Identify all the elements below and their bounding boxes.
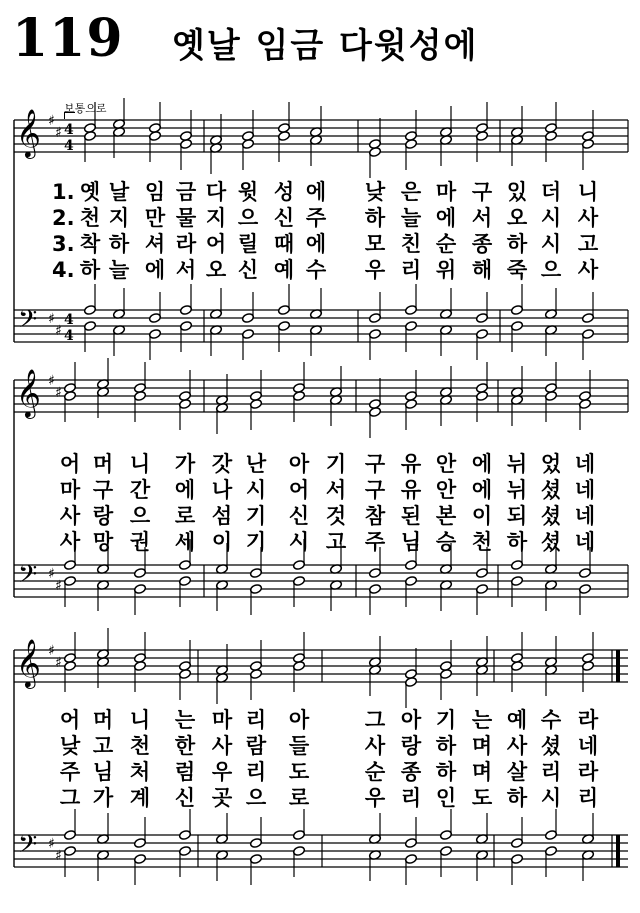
- lyric-syllable: 리: [540, 760, 562, 784]
- lyric-syllable: 신: [288, 504, 310, 528]
- lyric-syllable: 신: [237, 258, 259, 282]
- bass-clef-icon: 𝄢: [18, 305, 38, 340]
- lyric-line: [0, 232, 640, 256]
- lyric-syllable: 하: [506, 530, 528, 554]
- lyric-line: [0, 708, 640, 732]
- lyric-syllable: 시: [288, 530, 310, 554]
- lyric-syllable: 은: [400, 180, 422, 204]
- lyric-syllable: 하: [506, 786, 528, 810]
- lyric-syllable: 리: [400, 786, 422, 810]
- lyric-syllable: 천: [471, 530, 493, 554]
- lyric-syllable: 유: [400, 452, 422, 476]
- lyric-syllable: 가: [92, 786, 114, 810]
- lyric-syllable: 우: [211, 760, 233, 784]
- lyric-syllable: 으: [129, 504, 151, 528]
- lyric-syllable: 수: [540, 708, 562, 732]
- lyric-syllable: 안: [435, 478, 457, 502]
- lyric-syllable: 서: [325, 478, 347, 502]
- verse-number: 3.: [52, 232, 75, 256]
- time-signature-top: 4: [64, 122, 74, 138]
- lyric-syllable: 었: [540, 452, 562, 476]
- lyric-syllable: 하: [79, 258, 101, 282]
- lyric-syllable: 라: [577, 708, 599, 732]
- sharp-icon: ♯: [55, 578, 62, 594]
- lyric-syllable: 뉘: [506, 452, 528, 476]
- lyric-syllable: 시: [540, 786, 562, 810]
- lyric-syllable: 사: [364, 734, 386, 758]
- lyric-syllable: 들: [288, 734, 310, 758]
- lyric-syllable: 하: [108, 232, 130, 256]
- lyric-syllable: 에: [305, 232, 327, 256]
- lyric-syllable: 사: [577, 206, 599, 230]
- lyric-syllable: 난: [245, 452, 267, 476]
- lyric-syllable: 하: [506, 232, 528, 256]
- lyric-line: [0, 786, 640, 810]
- lyric-syllable: 에: [471, 478, 493, 502]
- sharp-icon: ♯: [48, 113, 55, 129]
- lyric-syllable: 아: [288, 708, 310, 732]
- lyric-syllable: 구: [364, 452, 386, 476]
- lyric-syllable: 지: [205, 206, 227, 230]
- lyric-line: [0, 734, 640, 758]
- lyric-syllable: 하: [364, 206, 386, 230]
- lyric-syllable: 하: [435, 760, 457, 784]
- treble-clef-icon: 𝄞: [16, 108, 41, 157]
- lyric-syllable: 구: [92, 478, 114, 502]
- lyric-syllable: 라: [577, 760, 599, 784]
- lyric-syllable: 이: [471, 504, 493, 528]
- lyric-syllable: 사: [59, 530, 81, 554]
- treble-clef-icon: 𝄞: [16, 368, 41, 417]
- lyric-syllable: 임: [144, 180, 166, 204]
- lyric-syllable: 고: [325, 530, 347, 554]
- lyric-syllable: 윗: [237, 180, 259, 204]
- hymn-title: 옛날 임금 다윗성에: [172, 26, 479, 66]
- lyric-syllable: 릴: [237, 232, 259, 256]
- treble-clef-icon: 𝄞: [16, 638, 41, 687]
- lyric-syllable: 머: [92, 452, 114, 476]
- sharp-icon: ♯: [55, 385, 62, 401]
- lyric-syllable: 셨: [540, 734, 562, 758]
- lyric-syllable: 네: [577, 734, 599, 758]
- lyric-syllable: 착: [79, 232, 101, 256]
- time-signature-bottom: 4: [64, 138, 74, 154]
- lyric-syllable: 안: [435, 452, 457, 476]
- lyric-syllable: 예: [273, 258, 295, 282]
- lyric-syllable: 기: [435, 708, 457, 732]
- lyric-syllable: 사: [506, 734, 528, 758]
- lyric-syllable: 있: [506, 180, 528, 204]
- lyric-line: [0, 180, 640, 204]
- lyric-line: [0, 478, 640, 502]
- lyric-syllable: 오: [506, 206, 528, 230]
- lyric-syllable: 친: [400, 232, 422, 256]
- lyric-syllable: 라: [175, 232, 197, 256]
- lyric-syllable: 에: [305, 180, 327, 204]
- lyric-syllable: 로: [174, 504, 196, 528]
- lyric-syllable: 유: [400, 478, 422, 502]
- lyric-syllable: 갓: [211, 452, 233, 476]
- lyric-syllable: 서: [471, 206, 493, 230]
- lyric-syllable: 구: [471, 180, 493, 204]
- lyric-syllable: 네: [574, 530, 596, 554]
- lyric-syllable: 주: [364, 530, 386, 554]
- lyric-syllable: 본: [435, 504, 457, 528]
- lyric-syllable: 에: [144, 258, 166, 282]
- lyric-syllable: 그: [59, 786, 81, 810]
- lyric-syllable: 된: [400, 504, 422, 528]
- lyric-syllable: 에: [471, 452, 493, 476]
- lyric-syllable: 에: [435, 206, 457, 230]
- sharp-icon: ♯: [48, 836, 55, 852]
- lyric-syllable: 도: [288, 760, 310, 784]
- sharp-icon: ♯: [55, 125, 62, 141]
- sharp-icon: ♯: [55, 655, 62, 671]
- lyric-syllable: 리: [245, 708, 267, 732]
- lyric-syllable: 랑: [400, 734, 422, 758]
- sharp-icon: ♯: [48, 373, 55, 389]
- lyric-line: [0, 206, 640, 230]
- lyric-syllable: 처: [129, 760, 151, 784]
- lyric-syllable: 주: [305, 206, 327, 230]
- lyric-syllable: 로: [288, 786, 310, 810]
- lyric-syllable: 권: [129, 530, 151, 554]
- lyric-syllable: 시: [540, 232, 562, 256]
- lyric-syllable: 기: [245, 530, 267, 554]
- lyric-syllable: 종: [471, 232, 493, 256]
- lyric-syllable: 다: [205, 180, 227, 204]
- lyric-syllable: 천: [79, 206, 101, 230]
- lyric-syllable: 종: [400, 760, 422, 784]
- lyric-syllable: 마: [59, 478, 81, 502]
- lyric-syllable: 어: [59, 708, 81, 732]
- lyric-syllable: 아: [288, 452, 310, 476]
- lyric-syllable: 주: [59, 760, 81, 784]
- lyric-syllable: 랑: [92, 504, 114, 528]
- lyric-syllable: 네: [574, 504, 596, 528]
- lyric-syllable: 고: [92, 734, 114, 758]
- verse-number: 4.: [52, 258, 75, 282]
- lyric-syllable: 으: [540, 258, 562, 282]
- sharp-icon: ♯: [55, 848, 62, 864]
- lyric-syllable: 만: [144, 206, 166, 230]
- lyric-syllable: 셔: [144, 232, 166, 256]
- lyric-syllable: 마: [435, 180, 457, 204]
- lyric-syllable: 니: [129, 708, 151, 732]
- lyric-syllable: 며: [471, 760, 493, 784]
- sharp-icon: ♯: [48, 566, 55, 582]
- bass-clef-icon: 𝄢: [18, 830, 38, 865]
- lyric-syllable: 셨: [540, 478, 562, 502]
- lyric-syllable: 에: [174, 478, 196, 502]
- lyric-syllable: 더: [540, 180, 562, 204]
- lyric-line: [0, 258, 640, 282]
- lyric-line: [0, 504, 640, 528]
- lyric-syllable: 한: [174, 734, 196, 758]
- time-signature-bottom: 4: [64, 328, 74, 344]
- verse-number: 1.: [52, 180, 75, 204]
- time-signature-top: 4: [64, 312, 74, 328]
- lyric-syllable: 리: [245, 760, 267, 784]
- lyric-syllable: 아: [400, 708, 422, 732]
- lyric-syllable: 지: [108, 206, 130, 230]
- lyric-syllable: 망: [92, 530, 114, 554]
- lyric-syllable: 금: [175, 180, 197, 204]
- lyric-syllable: 예: [506, 708, 528, 732]
- lyric-syllable: 되: [506, 504, 528, 528]
- lyric-syllable: 으: [245, 786, 267, 810]
- lyric-syllable: 사: [59, 504, 81, 528]
- tempo-marking: 보통으로: [64, 102, 107, 115]
- lyric-syllable: 순: [435, 232, 457, 256]
- lyric-syllable: 님: [92, 760, 114, 784]
- lyric-syllable: 셨: [540, 530, 562, 554]
- lyric-syllable: 시: [540, 206, 562, 230]
- lyric-syllable: 니: [577, 180, 599, 204]
- lyric-syllable: 참: [364, 504, 386, 528]
- lyric-syllable: 고: [577, 232, 599, 256]
- lyric-syllable: 기: [245, 504, 267, 528]
- lyric-syllable: 가: [174, 452, 196, 476]
- lyric-syllable: 승: [435, 530, 457, 554]
- lyric-syllable: 뉘: [506, 478, 528, 502]
- lyric-syllable: 위: [435, 258, 457, 282]
- lyric-syllable: 죽: [506, 258, 528, 282]
- lyric-syllable: 섬: [211, 504, 233, 528]
- lyric-syllable: 살: [506, 760, 528, 784]
- lyric-line: [0, 452, 640, 476]
- lyric-syllable: 으: [237, 206, 259, 230]
- lyric-syllable: 리: [400, 258, 422, 282]
- lyric-syllable: 구: [364, 478, 386, 502]
- lyric-syllable: 순: [364, 760, 386, 784]
- lyric-syllable: 리: [577, 786, 599, 810]
- lyric-syllable: 우: [364, 258, 386, 282]
- lyric-syllable: 셨: [540, 504, 562, 528]
- lyric-syllable: 수: [305, 258, 327, 282]
- lyric-syllable: 서: [175, 258, 197, 282]
- lyric-syllable: 때: [273, 232, 295, 256]
- lyric-syllable: 그: [364, 708, 386, 732]
- lyric-syllable: 옛: [79, 180, 101, 204]
- lyric-syllable: 시: [245, 478, 267, 502]
- lyric-syllable: 것: [325, 504, 347, 528]
- lyric-syllable: 어: [59, 452, 81, 476]
- lyric-syllable: 머: [92, 708, 114, 732]
- lyric-syllable: 럼: [174, 760, 196, 784]
- lyric-line: [0, 530, 640, 554]
- sharp-icon: ♯: [48, 643, 55, 659]
- lyric-syllable: 어: [288, 478, 310, 502]
- lyric-syllable: 오: [205, 258, 227, 282]
- lyric-syllable: 기: [325, 452, 347, 476]
- lyric-syllable: 이: [211, 530, 233, 554]
- lyric-syllable: 신: [273, 206, 295, 230]
- lyric-syllable: 람: [245, 734, 267, 758]
- lyric-syllable: 하: [435, 734, 457, 758]
- lyric-syllable: 낮: [59, 734, 81, 758]
- bass-clef-icon: 𝄢: [18, 560, 38, 595]
- sharp-icon: ♯: [55, 323, 62, 339]
- hymn-number: 119: [12, 8, 124, 69]
- verse-number: 2.: [52, 206, 75, 230]
- lyric-syllable: 물: [175, 206, 197, 230]
- lyric-syllable: 날: [108, 180, 130, 204]
- lyric-syllable: 늘: [108, 258, 130, 282]
- lyric-syllable: 모: [364, 232, 386, 256]
- lyric-syllable: 는: [174, 708, 196, 732]
- lyric-syllable: 마: [211, 708, 233, 732]
- lyric-syllable: 도: [471, 786, 493, 810]
- lyric-syllable: 신: [174, 786, 196, 810]
- lyric-line: [0, 760, 640, 784]
- lyric-syllable: 늘: [400, 206, 422, 230]
- lyric-syllable: 천: [129, 734, 151, 758]
- lyric-syllable: 해: [471, 258, 493, 282]
- lyric-syllable: 니: [129, 452, 151, 476]
- sharp-icon: ♯: [48, 311, 55, 327]
- lyric-syllable: 는: [471, 708, 493, 732]
- lyric-syllable: 세: [174, 530, 196, 554]
- lyric-syllable: 낮: [364, 180, 386, 204]
- lyric-syllable: 간: [129, 478, 151, 502]
- lyric-syllable: 우: [364, 786, 386, 810]
- lyric-syllable: 곳: [211, 786, 233, 810]
- lyric-syllable: 네: [574, 478, 596, 502]
- lyric-syllable: 사: [577, 258, 599, 282]
- lyric-syllable: 계: [129, 786, 151, 810]
- lyric-syllable: 어: [205, 232, 227, 256]
- lyric-syllable: 며: [471, 734, 493, 758]
- lyric-syllable: 님: [400, 530, 422, 554]
- lyric-syllable: 성: [273, 180, 295, 204]
- lyric-syllable: 네: [574, 452, 596, 476]
- lyric-syllable: 나: [211, 478, 233, 502]
- lyric-syllable: 사: [211, 734, 233, 758]
- lyric-syllable: 인: [435, 786, 457, 810]
